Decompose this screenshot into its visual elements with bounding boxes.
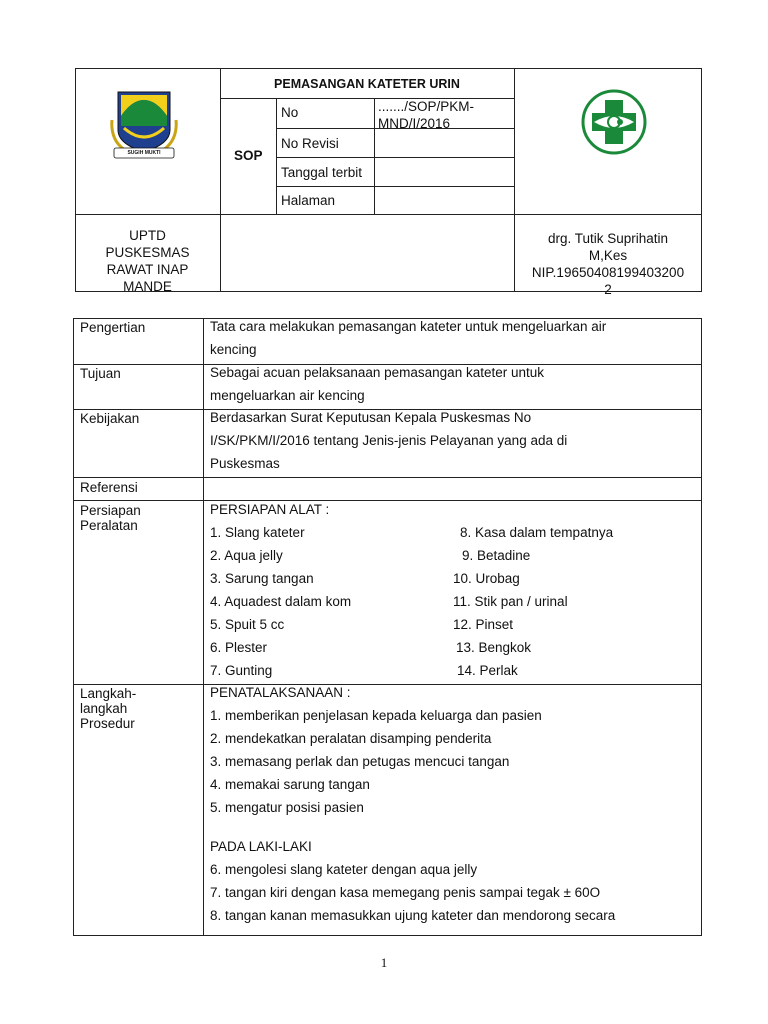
list-item: 5. mengatur posisi pasien — [210, 800, 364, 815]
label-langkah — [80, 686, 136, 731]
org-line: PUSKESMAS — [105, 245, 190, 260]
label-referensi: Referensi — [80, 480, 138, 495]
divider — [203, 318, 204, 936]
list-item: 6. mengolesi slang kateter dengan aqua jelly — [210, 862, 478, 877]
page-title: PEMASANGAN KATETER URIN — [274, 77, 460, 91]
label-line: Prosedur — [80, 716, 135, 731]
equipment-list-right — [453, 521, 693, 682]
text-line: Berdasarkan Surat Keputusan Kepala Puskesmas No — [210, 410, 532, 425]
signatory — [514, 230, 702, 298]
list-item: 8. tangan kanan memasukkan ujung kateter dan mendorong secara — [210, 908, 616, 923]
procedure-steps — [210, 681, 698, 927]
list-item: 6. Plester — [210, 640, 268, 655]
list-item: 1. Slang kateter — [210, 525, 305, 540]
label-kebijakan: Kebijakan — [80, 411, 140, 426]
list-item: 13. Bengkok — [456, 640, 532, 655]
label-pengertian: Pengertian — [80, 320, 146, 335]
list-item: 9. Betadine — [462, 548, 531, 563]
divider — [276, 186, 514, 187]
divider — [276, 157, 514, 158]
list-item: 10. Urobag — [453, 571, 520, 586]
list-item: 1. memberikan penjelasan kepada keluarga dan pasien — [210, 708, 542, 723]
list-item: 2. Aqua jelly — [210, 548, 283, 563]
spacer — [210, 819, 698, 835]
tujuan-text — [210, 361, 695, 407]
list-item: 14. Perlak — [457, 663, 518, 678]
list-item: 4. memakai sarung tangan — [210, 777, 370, 792]
label-line: Persiapan — [80, 503, 141, 518]
text-line: mengeluarkan air kencing — [210, 388, 365, 403]
regency-logo — [108, 86, 180, 162]
org-line: RAWAT INAP — [106, 262, 189, 277]
list-item: 8. Kasa dalam tempatnya — [460, 525, 614, 540]
label-line: langkah — [80, 701, 128, 716]
page-number: 1 — [380, 955, 388, 970]
kebijakan-text — [210, 406, 695, 475]
row-label-revisi: No Revisi — [281, 136, 339, 151]
list-item: 7. tangan kiri dengan kasa memegang penis sampai tegak ± 60O — [210, 885, 601, 900]
org-line: UPTD — [129, 228, 166, 243]
signatory-name: drg. Tutik Suprihatin — [547, 231, 669, 246]
row-value-no: ......./SOP/PKM-MND/I/2016 — [378, 99, 475, 131]
text-line: I/SK/PKM/I/2016 tentang Jenis-jenis Pelayanan yang ada di — [210, 433, 568, 448]
signatory-nip-suffix: 2 — [604, 282, 612, 297]
row-label-halaman: Halaman — [281, 193, 336, 208]
row-label-no: No — [281, 105, 299, 120]
label-line: Peralatan — [80, 518, 138, 533]
divider — [73, 500, 702, 501]
list-item: 5. Spuit 5 cc — [210, 617, 285, 632]
org-name — [75, 227, 220, 295]
label-persiapan — [80, 503, 141, 533]
text-line: Sebagai acuan pelaksanaan pemasangan kateter untuk — [210, 365, 544, 380]
label-tujuan: Tujuan — [80, 366, 121, 381]
list-item: 3. Sarung tangan — [210, 571, 314, 586]
row-label-tanggal: Tanggal terbit — [281, 165, 363, 180]
procedure-heading: PENATALAKSANAAN : — [210, 685, 351, 700]
list-item: 3. memasang perlak dan petugas mencuci tangan — [210, 754, 510, 769]
list-item: 11. Stik pan / urinal — [453, 594, 568, 609]
persiapan-heading: PERSIAPAN ALAT : — [210, 502, 330, 517]
list-item: 7. Gunting — [210, 663, 273, 678]
sub-heading-male: PADA LAKI-LAKI — [210, 839, 312, 854]
text-line: Puskesmas — [210, 456, 280, 471]
list-item: 2. mendekatkan peralatan disamping penderita — [210, 731, 492, 746]
text-line: Tata cara melakukan pemasangan kateter untuk mengeluarkan air — [210, 319, 607, 334]
divider — [75, 214, 702, 215]
divider — [220, 68, 221, 292]
pengertian-text — [210, 315, 695, 361]
puskesmas-logo — [580, 88, 648, 156]
divider — [276, 98, 277, 214]
logo-motto: SUGIH MUKTI — [127, 150, 161, 156]
sop-label: SOP — [234, 148, 263, 163]
equipment-list-left — [210, 521, 450, 682]
list-item: 12. Pinset — [453, 617, 514, 632]
signatory-nip: NIP.19650408199403200 — [531, 265, 685, 280]
divider — [73, 477, 702, 478]
label-line: Langkah- — [80, 686, 137, 701]
list-item: 4. Aquadest dalam kom — [210, 594, 352, 609]
text-line: kencing — [210, 342, 257, 357]
org-line: MANDE — [123, 279, 172, 294]
signatory-title: M,Kes — [588, 248, 628, 263]
divider — [374, 98, 375, 214]
